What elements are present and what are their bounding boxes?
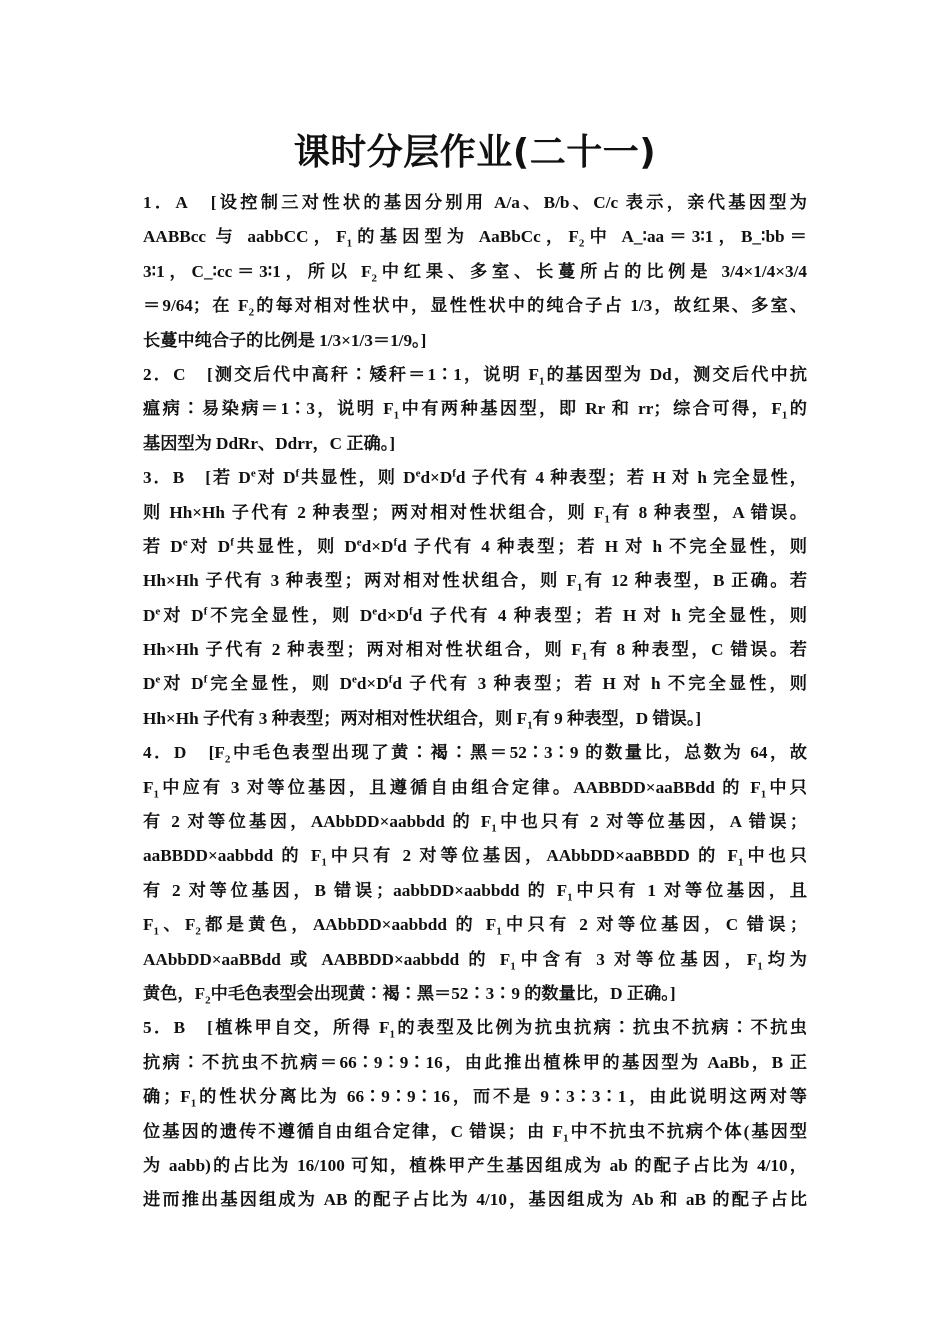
answer-line: $F_1$中应有 3 对等位基因，且遵循自由组合定律。AABBDD×aaBBdd 的 $F_1$中只 <box>143 777 807 801</box>
answer-item <box>143 358 807 461</box>
answer-line: 4．D [$F_2$中毛色表型出现了黄∶褐∶黑＝52∶3∶9 的数量比，总数为 64，故 <box>143 743 807 766</box>
answer-line: 5．B [植株甲自交，所得 $F_1$的表型及比例为抗虫抗病∶抗虫不抗病∶不抗虫 <box>143 1018 807 1041</box>
answer-line: 3．B [若 De对 $D^f$共显性，则 $D^ed\times D^fd$ 子代有 4 种表型；若 H 对 h 完全显性， <box>143 467 807 488</box>
answer-body <box>143 186 807 1218</box>
answer-line: 1．A [设控制三对性状的基因分别用 A/a、B/b、C/c 表示，亲代基因型为 <box>143 193 807 212</box>
page-title: 课时分层作业(二十一) <box>293 132 657 173</box>
answer-line: ＝9/64；在 $F_2$的每对相对性状中，显性性状中的纯合子占 1/3，故红果、多室、 <box>143 296 807 319</box>
answer-line: Hh×Hh 子代有 2 种表型；两对相对性状组合，则 $F_1$有 8 种表型，C 错误。若 <box>143 640 807 663</box>
answer-line: AABBcc 与 aabbCC，$F_1$的基因型为 AaBbCc，$F_2$中 A_∶aa＝3∶1，B_∶bb＝ <box>143 227 807 250</box>
answer-line: $F_1$、$F_2$都是黄色，AAbbDD×aabbdd 的 $F_1$中只有 2 对等位基因，C 错误； <box>143 915 807 938</box>
answer-line: 位基因的遗传不遵循自由组合定律，C 错误；由 $F_1$中不抗虫不抗病个体(基因型 <box>143 1121 807 1144</box>
answer-line: Hh×Hh 子代有 3 种表型；两对相对性状组合，则 $F_1$有 12 种表型，B 正确。若 <box>143 571 807 594</box>
answer-line: De对 $D^f$不完全显性，则 $D^ed\times D^fd$ 子代有 4 种表型；若 H 对 h 完全显性，则 <box>143 604 807 625</box>
answer-line: AAbbDD×aaBBdd 或 AABBDD×aabbdd 的 $F_1$中含有 3 对等位基因，$F_1$均为 <box>143 949 807 973</box>
answer-line: 抗病∶不抗虫不抗病＝66∶9∶9∶16，由此推出植株甲的基因型为 AaBb，B 正 <box>143 1052 807 1072</box>
answer-item <box>143 186 807 358</box>
answer-line: 有 2 对等位基因，B 错误；aabbDD×aabbdd 的 $F_1$中只有 1 对等位基因，且 <box>143 880 807 904</box>
answer-line: 长蔓中纯合子的比例是 1/3×1/3＝1/9。] <box>143 330 427 350</box>
answer-line: 确；$F_1$的性状分离比为 66∶9∶9∶16，而不是 9∶3∶3∶1，由此说明这两对等 <box>143 1087 807 1110</box>
answer-item <box>143 461 807 736</box>
answer-line: 若 De对 $D^f$共显性，则 $D^ed\times D^fd$ 子代有 4 种表型；若 H 对 h 不完全显性，则 <box>143 536 807 556</box>
answer-line: 黄色，$F_2$中毛色表型会出现黄∶褐∶黑＝52∶3∶9 的数量比，D 正确。] <box>143 983 676 1007</box>
answer-line: 进而推出基因组成为 AB 的配子占比为 4/10，基因组成为 Ab 和 aB 的配子占比 <box>143 1190 807 1210</box>
answer-line: 有 2 对等位基因，AAbbDD×aabbdd 的 $F_1$中也只有 2 对等位基因，A 错误； <box>143 812 807 835</box>
answer-line: 瘟病∶易染病＝1∶3，说明 $F_1$中有两种基因型，即 Rr 和 rr；综合可得，$F_1$的 <box>143 399 807 422</box>
answer-line: Hh×Hh 子代有 3 种表型；两对相对性状组合，则 $F_1$有 9 种表型，D 错误。] <box>143 708 702 732</box>
answer-line: 则 Hh×Hh 子代有 2 种表型；两对相对性状组合，则 $F_1$有 8 种表型，A 错误。 <box>143 502 807 525</box>
answer-line: De对 $D^f$完全显性，则 $D^ed\times D^fd$ 子代有 3 种表型；若 H 对 h 不完全显性，则 <box>143 673 807 694</box>
answer-line: 基因型为 DdRr、Ddrr，C 正确。] <box>143 433 396 453</box>
answer-item <box>143 736 807 1011</box>
answer-line: 2．C [测交后代中高秆∶矮秆＝1∶1，说明 $F_1$的基因型为 Dd，测交后代中抗 <box>143 364 807 388</box>
answer-line: 为 aabb)的占比为 16/100 可知，植株甲产生基因组成为 ab 的配子占比为 4/10， <box>143 1155 807 1175</box>
answer-line: 3∶1，C_∶cc＝3∶1，所以 $F_2$中红果、多室、长蔓所占的比例是 3/4×1/4×3/4 <box>143 261 807 285</box>
answer-item <box>143 1011 807 1217</box>
answer-line: aaBBDD×aabbdd 的 $F_1$中只有 2 对等位基因，AAbbDD×aaBBDD 的 $F_1$中也只 <box>143 846 807 869</box>
